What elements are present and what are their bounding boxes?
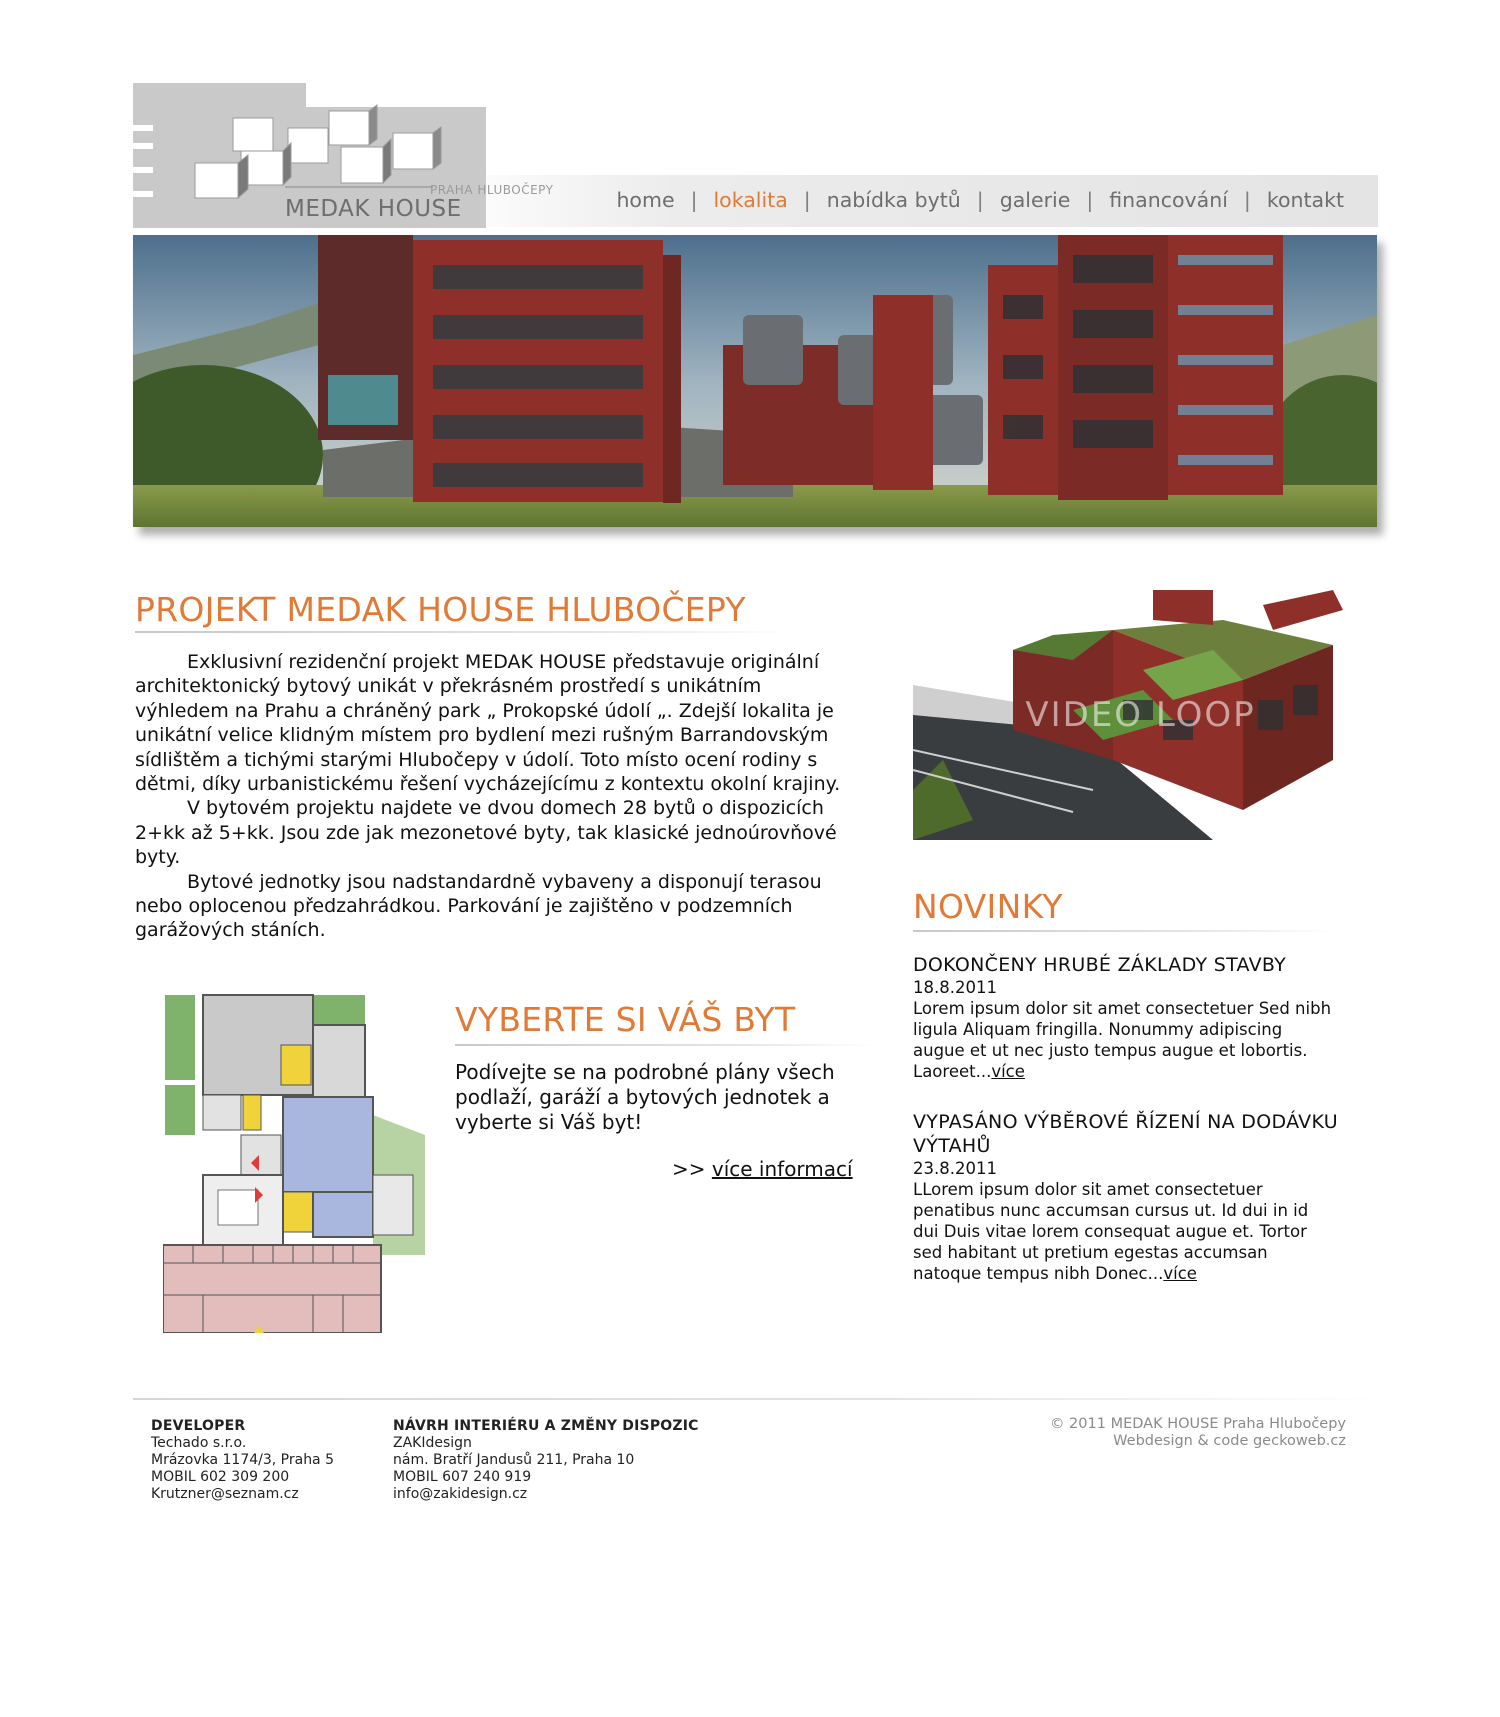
footer-webdesign-credit[interactable]: Webdesign & code geckoweb.cz: [1113, 1433, 1346, 1449]
nav-separator: |: [1086, 188, 1094, 212]
nav-bar: [440, 175, 1378, 227]
video-loop-label: VIDEO LOOP: [1025, 695, 1256, 735]
main-nav: [616, 188, 1378, 212]
intro-paragraph: Bytové jednotky jsou nadstandardně vybaveny a disponují terasou nebo oplocenou předzahrádkou. Parkování je zajištěno v podzemních garážových stáních.: [135, 870, 822, 942]
nav-separator: |: [690, 188, 698, 212]
nav-financovani[interactable]: financování: [1109, 188, 1228, 212]
vyberte-divider: [455, 1044, 875, 1046]
footer-developer: [151, 1418, 334, 1503]
project-title: PROJEKT MEDAK HOUSE HLUBOČEPY: [135, 590, 746, 629]
more-info: [672, 1157, 853, 1181]
news-item-title[interactable]: DOKONČENY HRUBÉ ZÁKLADY STAVBY: [913, 954, 1287, 976]
logo-name: MEDAK HOUSE: [285, 196, 462, 222]
news-item-text: LLorem ipsum dolor sit amet consectetuer penatibus nunc accumsan cursus ut. Id dui in id dui Duis vitae lorem consequat augue et. Tortor sed habitant ut pretium egestas accumsan natoque tempus nibh Donec...: [913, 1180, 1309, 1283]
nav-nabidka-bytu[interactable]: nabídka bytů: [826, 188, 961, 212]
nav-galerie[interactable]: galerie: [999, 188, 1071, 212]
more-info-arrows: >>: [672, 1157, 706, 1181]
footer-line: nám. Bratří Jandusů 211, Praha 10: [393, 1452, 635, 1468]
footer-line: MOBIL 607 240 919: [393, 1469, 532, 1485]
nav-home[interactable]: home: [616, 188, 675, 212]
vyberte-title: VYBERTE SI VÁŠ BYT: [455, 1000, 796, 1039]
news-item-text: Lorem ipsum dolor sit amet consectetuer Sed nibh ligula Aliquam fringilla. Nonummy adipiscing augue et ut nec justo tempus augue et lobortis. Laoreet...: [913, 999, 1332, 1081]
footer-developer-heading: DEVELOPER: [151, 1418, 246, 1434]
nav-kontakt[interactable]: kontakt: [1266, 188, 1344, 212]
hero-building-image: [133, 235, 1377, 527]
footer-line: Mrázovka 1174/3, Praha 5: [151, 1452, 334, 1468]
news-item-date: 23.8.2011: [913, 1159, 997, 1178]
video-overlay: [913, 590, 1368, 840]
logo-subtitle: PRAHA HLUBOČEPY: [430, 183, 554, 197]
footer-interior: [393, 1418, 699, 1503]
footer-copyright: © 2011 MEDAK HOUSE Praha Hlubočepy: [1049, 1416, 1346, 1432]
footer-email[interactable]: Krutzner@seznam.cz: [151, 1486, 299, 1502]
project-intro: [135, 650, 855, 943]
nav-separator: |: [1243, 188, 1251, 212]
news-divider: [913, 930, 1333, 932]
news-item-body: [913, 1179, 1338, 1284]
intro-paragraph: V bytovém projektu najdete ve dvou domech 28 bytů o dispozicích 2+kk až 5+kk. Jsou zde jak mezonetové byty, tak klasické jednoúrovňové byty.: [135, 797, 837, 869]
news-item: [913, 1110, 1338, 1284]
news-more-link[interactable]: více: [1163, 1264, 1197, 1283]
title-divider: [135, 631, 795, 633]
news-item-title[interactable]: VYPASÁNO VÝBĚROVÉ ŘÍZENÍ NA DODÁVKU VÝTAHŮ: [913, 1111, 1338, 1157]
vyberte-text: Podívejte se na podrobné plány všech podlaží, garáží a bytových jednotek a vyberte si Váš byt!: [455, 1060, 835, 1134]
nav-separator: |: [976, 188, 984, 212]
footer-divider: [133, 1398, 1378, 1400]
intro-paragraph: Exklusivní rezidenční projekt MEDAK HOUSE představuje originální architektonický bytový unikát v překrásném prostředí s unikátním výhledem na Prahu a chráněný park „ Prokopské údolí „. Zdejší lokalita je unikátní velice klidným místem pro bydlení mezi rušným Barrandovským sídlištěm a tichými starými Hlubočepy v údolí. Toto místo ocení rodiny s dětmi, díky urbanistickému řešení vycházejícímu z kontextu okolní krajiny.: [135, 651, 841, 796]
news-more-link[interactable]: více: [991, 1062, 1025, 1081]
footer-email[interactable]: info@zakidesign.cz: [393, 1486, 528, 1502]
floor-plan-icon: [163, 985, 425, 1333]
news-heading: NOVINKY: [913, 887, 1063, 926]
floor-plan[interactable]: [163, 985, 425, 1333]
hero-banner: [133, 235, 1377, 527]
logo[interactable]: [133, 83, 573, 228]
footer-credits: [1050, 1416, 1346, 1450]
nav-lokalita[interactable]: lokalita: [713, 188, 788, 212]
news-item: [913, 953, 1338, 1082]
news-item-date: 18.8.2011: [913, 978, 997, 997]
footer-line: Techado s.r.o.: [151, 1435, 247, 1451]
more-info-link[interactable]: více informací: [711, 1157, 853, 1181]
footer-line: MOBIL 602 309 200: [151, 1469, 290, 1485]
video-loop[interactable]: [913, 590, 1368, 840]
news-item-body: [913, 998, 1338, 1082]
news-list: [913, 953, 1338, 1284]
footer-interior-heading: NÁVRH INTERIÉRU A ZMĚNY DISPOZIC: [393, 1418, 699, 1434]
footer-line: ZAKIdesign: [393, 1435, 472, 1451]
nav-separator: |: [803, 188, 811, 212]
